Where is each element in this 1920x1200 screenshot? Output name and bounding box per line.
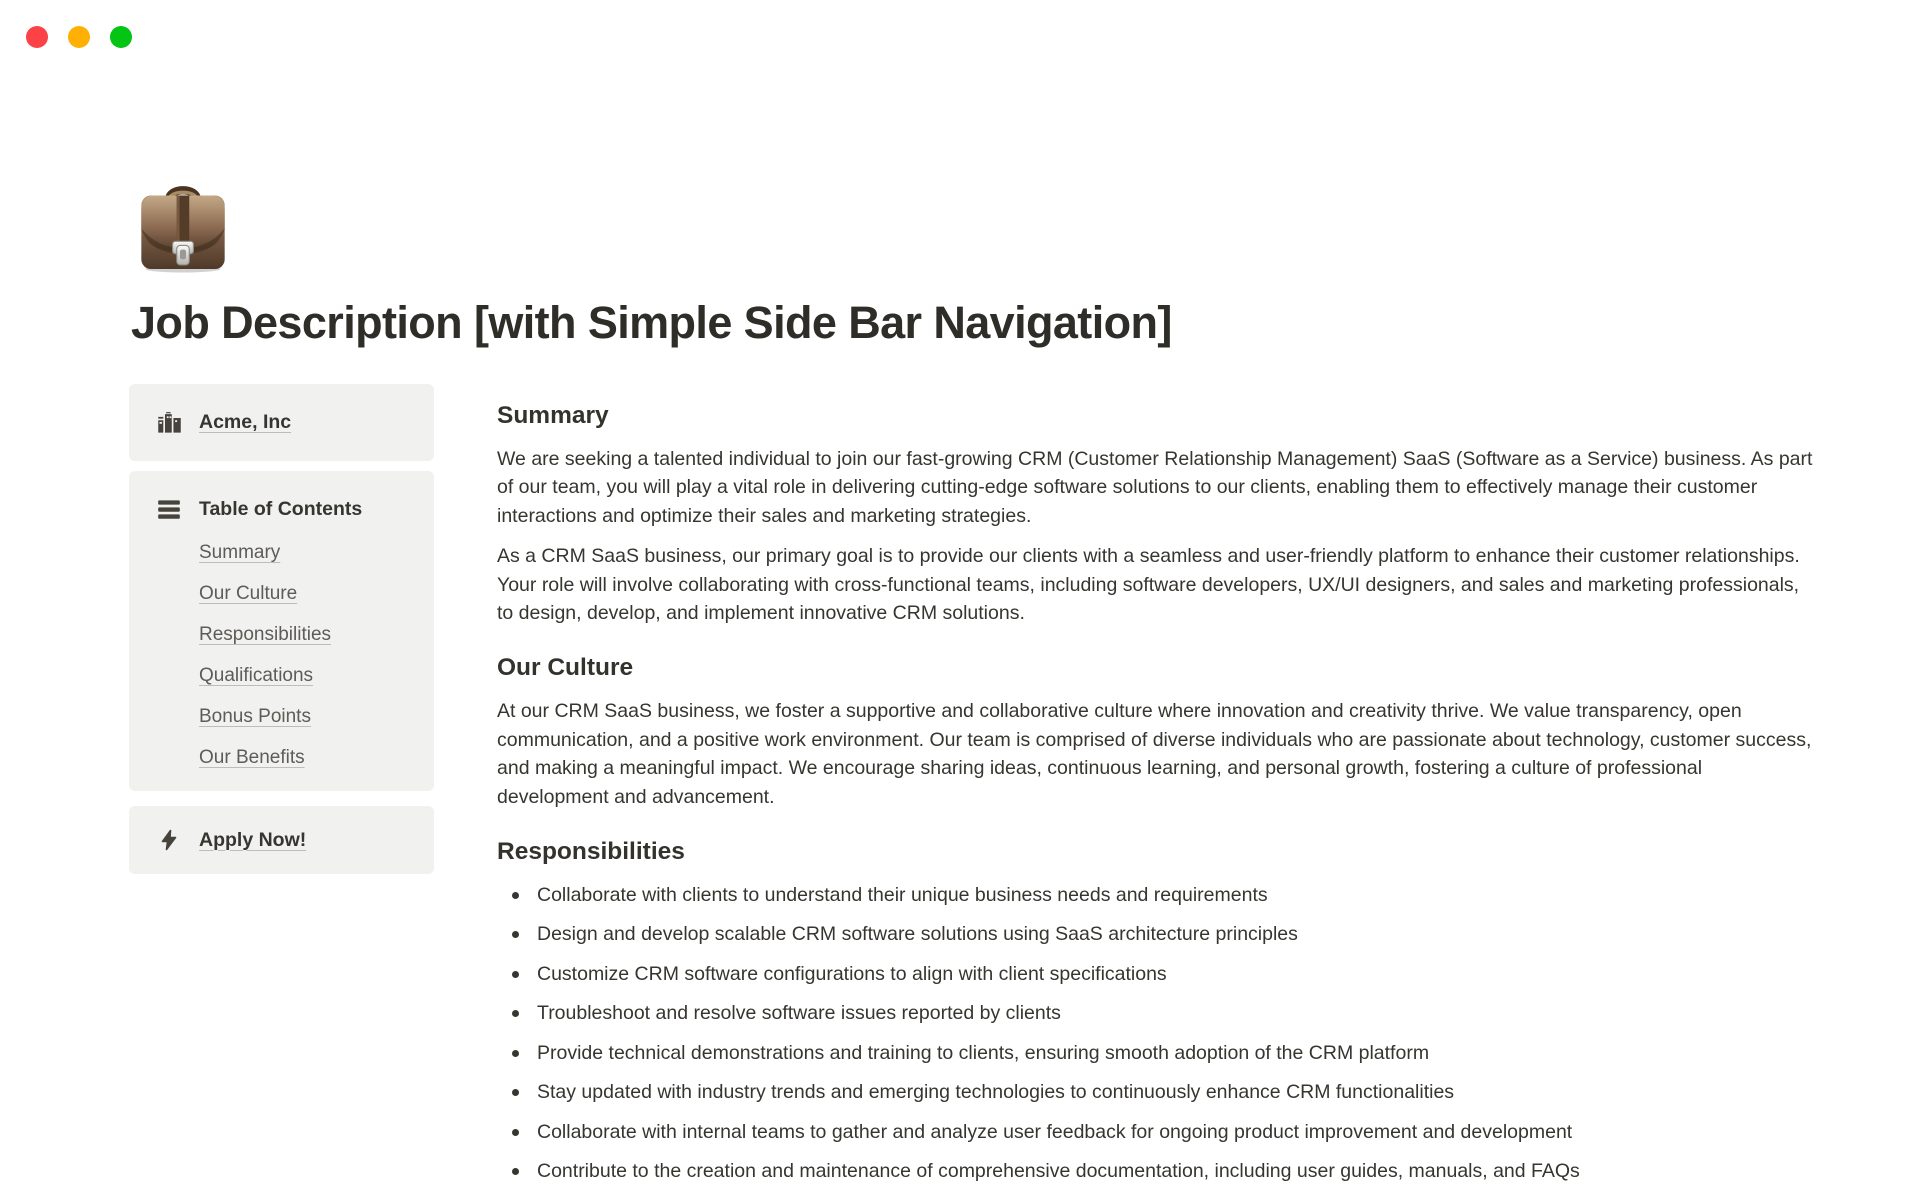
lightning-icon	[155, 827, 183, 853]
section-heading-responsibilities: Responsibilities	[497, 838, 685, 866]
section-heading-our-culture: Our Culture	[497, 654, 634, 682]
list-item: Stay updated with industry trends and emerging technologies to continuously enhance CRM functionalities	[497, 1078, 1819, 1106]
list-item: Provide technical demonstrations and training to clients, ensuring smooth adoption of the CRM platform	[497, 1039, 1819, 1067]
toc-link-qualifications[interactable]: Qualifications	[199, 665, 314, 686]
list-item: Troubleshoot and resolve software issues reported by clients	[497, 999, 1819, 1027]
list-item: Design and develop scalable CRM software solutions using SaaS architecture principles	[497, 920, 1819, 948]
paragraph: At our CRM SaaS business, we foster a supportive and collaborative culture where innovation and creativity thrive. We value transparency, open communication, and a positive work environment. Our team is comprised of diverse individuals who are passionate about technology, customer success, and making a meaningful impact. We encourage sharing ideas, continuous learning, and personal growth, fostering a culture of professional development and advancement.	[497, 700, 1812, 808]
zoom-window-button[interactable]	[110, 26, 132, 48]
list-item: Collaborate with internal teams to gather and analyze user feedback for ongoing product improvement and development	[497, 1118, 1819, 1146]
toc-link-our-culture[interactable]: Our Culture	[199, 583, 298, 604]
sidebar-apply-card	[129, 806, 434, 874]
paragraph: We are seeking a talented individual to join our fast-growing CRM (Customer Relationship Management) SaaS (Software as a Service) business. As part of our team, you will play a vital role in delivering cutting-edge software solutions to our clients, enabling them to effectively manage their customer interactions and optimize their sales and marketing strategies.	[497, 448, 1813, 527]
document-body	[497, 401, 1819, 1196]
toc-link-bonus-points[interactable]: Bonus Points	[199, 706, 311, 727]
page-title: Job Description [with Simple Side Bar Navigation]	[131, 297, 1172, 348]
window-controls	[26, 26, 132, 48]
toc-link-responsibilities[interactable]: Responsibilities	[199, 624, 332, 645]
toc-links	[199, 525, 408, 771]
briefcase-icon[interactable]	[133, 176, 233, 276]
minimize-window-button[interactable]	[68, 26, 90, 48]
sidebar	[129, 384, 434, 874]
close-window-button[interactable]	[26, 26, 48, 48]
responsibilities-list	[497, 881, 1819, 1185]
sidebar-toc-card	[129, 471, 434, 791]
section-heading-summary: Summary	[497, 402, 609, 429]
paragraph: As a CRM SaaS business, our primary goal is to provide our clients with a seamless and user-friendly platform to enhance their customer relationships. Your role will involve collaborating with cross-functional teams, including software developers, UX/UI designers, and sales and marketing professionals, to design, develop, and implement innovative CRM solutions.	[497, 545, 1800, 625]
company-page-link[interactable]: Acme, Inc	[199, 411, 292, 433]
toc-link-our-benefits[interactable]: Our Benefits	[199, 747, 305, 768]
list-item: Collaborate with clients to understand their unique business needs and requirements	[497, 881, 1819, 909]
toc-link-summary[interactable]: Summary	[199, 542, 281, 563]
list-item: Contribute to the creation and maintenance of comprehensive documentation, including user guides, manuals, and FAQs	[497, 1157, 1819, 1185]
toc-title: Table of Contents	[199, 497, 363, 520]
apply-now-link[interactable]: Apply Now!	[199, 828, 307, 851]
building-icon	[155, 409, 183, 436]
sidebar-company-card	[129, 384, 434, 461]
list-item: Customize CRM software configurations to align with client specifications	[497, 960, 1819, 988]
list-icon	[155, 496, 183, 522]
